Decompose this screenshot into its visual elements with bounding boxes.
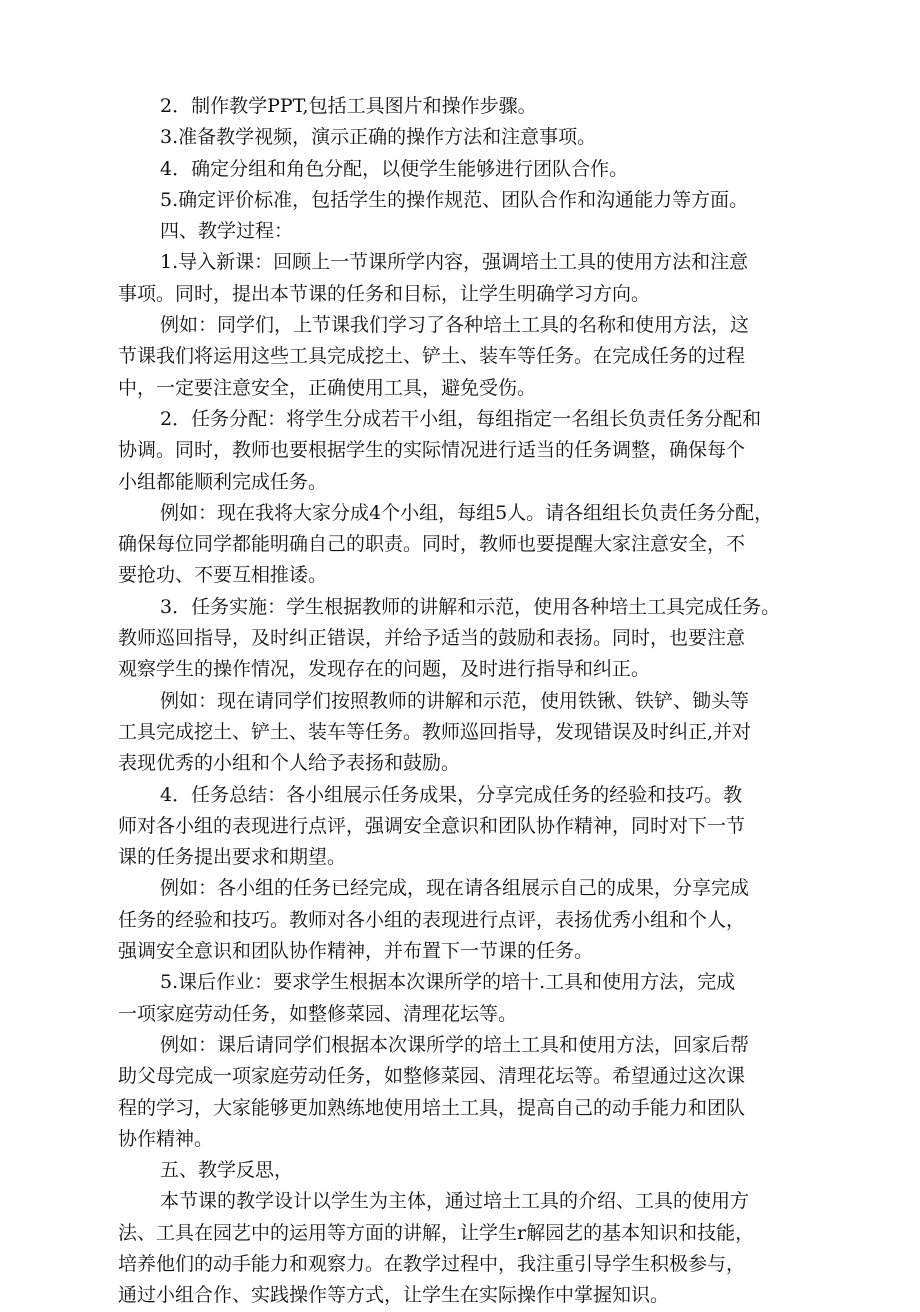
text-line: 事项。同时，提出本节课的任务和目标，让学生明确学习方向。 [118, 282, 651, 305]
text-line: 强调安全意识和团队协作精神，并布置下一节课的任务。 [118, 940, 594, 963]
text-line: 四、教学过程： [160, 220, 294, 243]
text-line: 3．任务实施：学生根据教师的讲解和示范，使用各种培土工具完成任务。 [160, 595, 781, 618]
text-line: 4．确定分组和角色分配，以便学生能够进行团队合作。 [160, 157, 629, 180]
text-line: 4．任务总结：各小组展示任务成果，分享完成任务的经验和技巧。教 [160, 783, 743, 806]
text-line: 节课我们将运用这些工具完成挖土、铲土、装车等任务。在完成任务的过程 [118, 345, 746, 368]
text-line: 例如：同学们，上节课我们学习了各种培土工具的名称和使用方法，这 [160, 314, 750, 337]
text-line: 五、教学反思， [160, 1159, 294, 1182]
text-line: 例如：现在我将大家分成4个小组，每组5人。请各组组长负责任务分配， [160, 501, 774, 524]
text-line: 要抢功、不要互相推诿。 [118, 564, 328, 587]
text-line: 3.准备教学视频，演示正确的操作方法和注意事项。 [160, 126, 597, 149]
text-line: 例如：现在请同学们按照教师的讲解和示范，使用铁锹、铁铲、锄头等 [160, 689, 750, 712]
text-line: 任务的经验和技巧。教师对各小组的表现进行点评，表扬优秀小组和个人， [118, 908, 746, 931]
text-line: 小组都能顺利完成任务。 [118, 470, 328, 493]
text-line: 2．任务分配：将学生分成若干小组，每组指定一名组长负责任务分配和 [160, 407, 762, 430]
text-line: 助父母完成一项家庭劳动任务，如整修菜园、清理花坛等。希望通过这次课 [118, 1065, 746, 1088]
text-line: 一项家庭劳动任务，如整修菜园、清理花坛等。 [118, 1002, 518, 1025]
document-body [118, 91, 836, 1312]
text-line: 表现优秀的小组和个人给予表扬和鼓励。 [118, 752, 461, 775]
text-line: 培养他们的动手能力和观察力。在教学过程中，我注重引导学生积极参与， [118, 1252, 746, 1275]
text-line: 本节课的教学设计以学生为主体，通过培土工具的介绍、工具的使用方 [160, 1190, 750, 1213]
text-line: 中，一定要注意安全，正确使用工具，避免受伤。 [118, 376, 537, 399]
text-line: 课的任务提出要求和期望。 [118, 846, 347, 869]
text-line: 程的学习，大家能够更加熟练地使用培土工具，提高自己的动手能力和团队 [118, 1096, 746, 1119]
text-line: 5.确定评价标准，包括学生的操作规范、团队合作和沟通能力等方面。 [160, 188, 749, 211]
text-line: 法、工具在园艺中的运用等方面的讲解，让学生r解园艺的基本知识和技能， [118, 1221, 755, 1244]
text-line: 教师巡回指导，及时纠正错误，并给予适当的鼓励和表扬。同时，也要注意 [118, 627, 746, 650]
text-line: 例如：各小组的任务已经完成，现在请各组展示自己的成果，分享完成 [160, 877, 750, 900]
text-line: 2．制作教学PPT,包括工具图片和操作步骤。 [160, 95, 537, 117]
text-line: 例如：课后请同学们根据本次课所学的培土工具和使用方法，回家后帮 [160, 1033, 750, 1056]
text-line: 通过小组合作、实践操作等方式，让学生在实际操作中掌握知识。 [118, 1284, 670, 1307]
text-line: 观察学生的操作情况，发现存在的问题，及时进行指导和纠正。 [118, 658, 651, 681]
text-line: 确保每位同学都能明确自己的职责。同时，教师也要提醒大家注意安全，不 [118, 533, 746, 556]
text-line: 协调。同时，教师也要根据学生的实际情况进行适当的任务调整，确保每个 [118, 439, 746, 462]
text-line: 5.课后作业：要求学生根据本次课所学的培十.工具和使用方法，完成 [160, 971, 736, 994]
text-line: 工具完成挖土、铲土、装车等任务。教师巡回指导，发现错误及时纠正,并对 [118, 720, 752, 743]
text-line: 协作精神。 [118, 1127, 214, 1150]
text-line: 1.导入新课：回顾上一节课所学内容，强调培土工具的使用方法和注意 [160, 251, 749, 274]
text-line: 师对各小组的表现进行点评，强调安全意识和团队协作精神，同时对下一节 [118, 814, 746, 837]
